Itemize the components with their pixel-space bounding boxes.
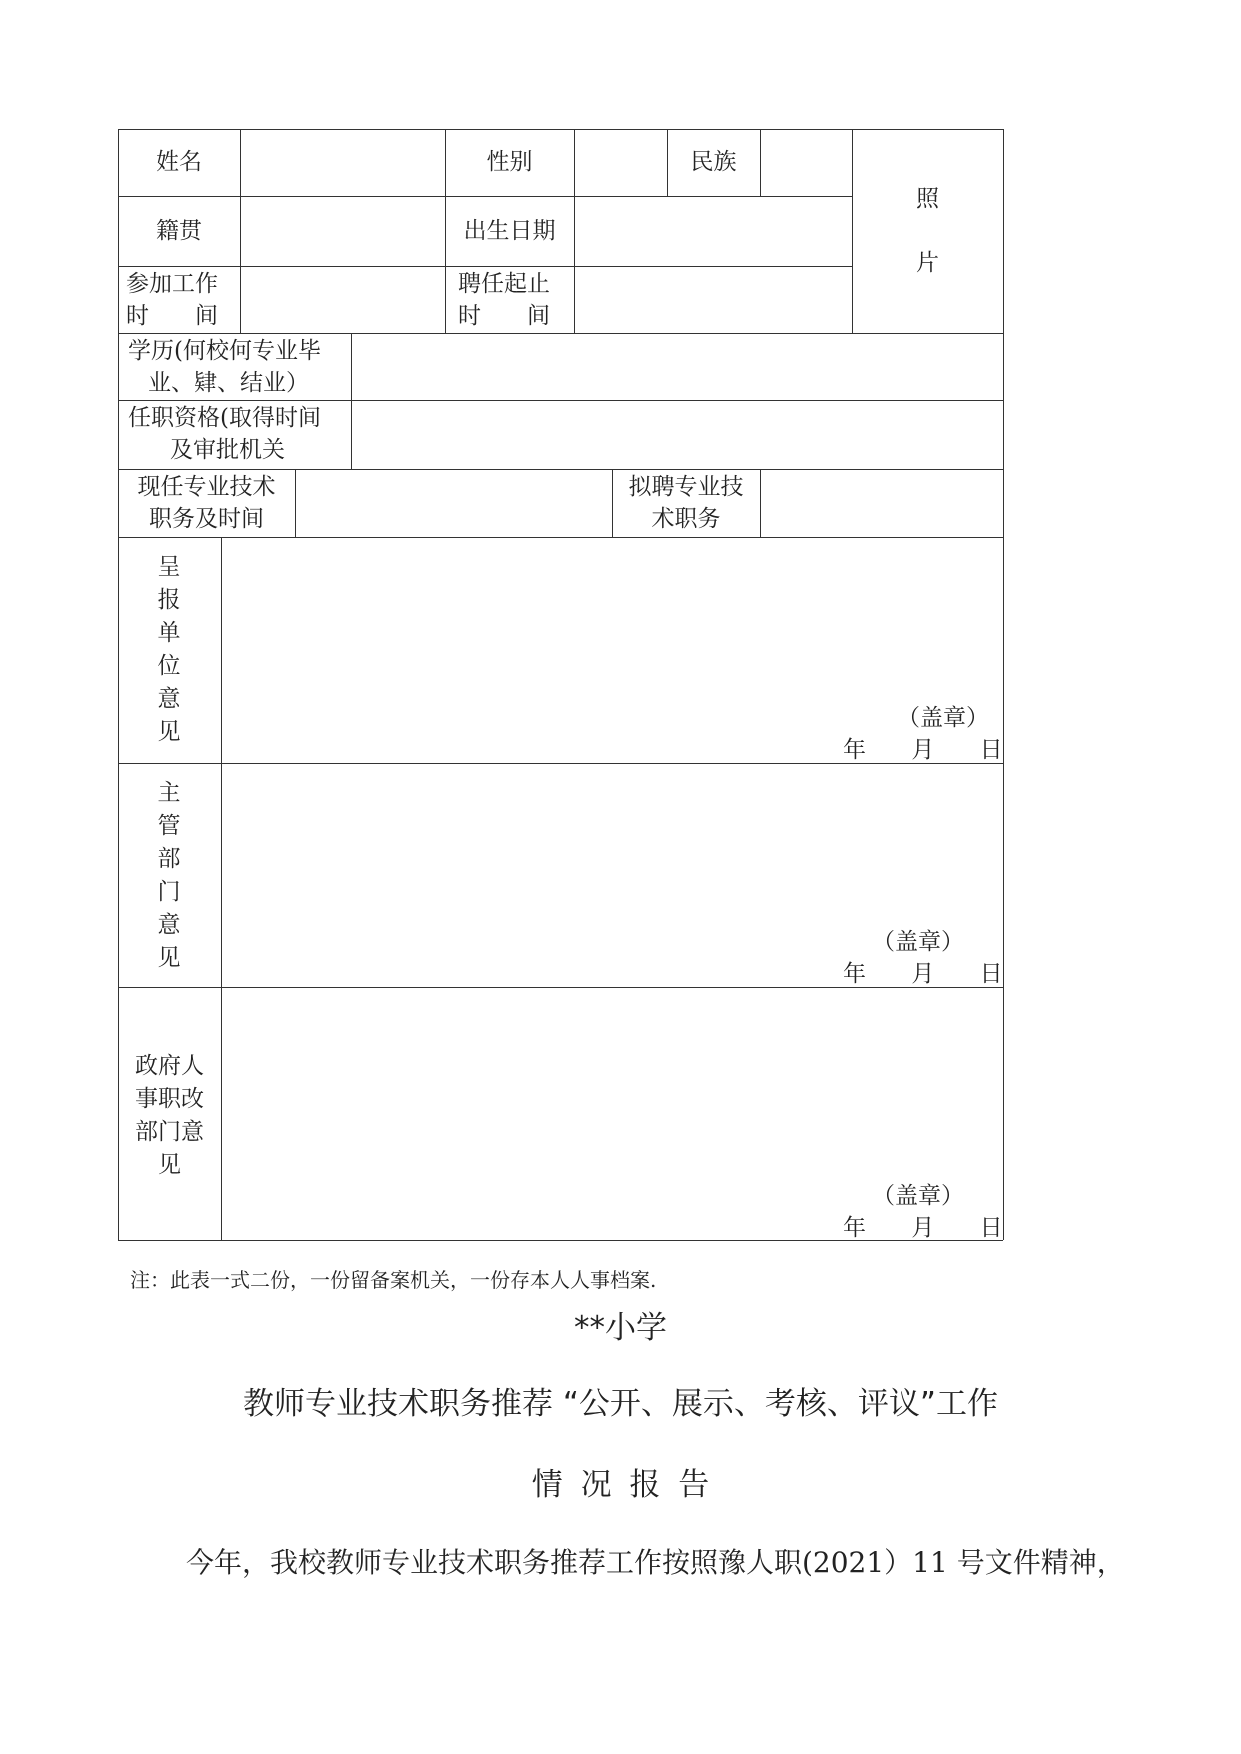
- native-place-label: 籍贯: [156, 218, 202, 244]
- proposed-title-line1: 拟聘专业技: [628, 474, 744, 500]
- gov-opinion-label: [118, 1050, 221, 1182]
- current-title-label: [118, 471, 295, 535]
- proposed-title-line2: 术职务: [651, 506, 721, 532]
- table-divider: [118, 333, 1003, 334]
- ethnicity-label: 民族: [690, 149, 737, 175]
- date-year: 年: [843, 961, 866, 987]
- table-divider-v: [295, 469, 296, 537]
- photo-char-1: 照: [916, 186, 939, 212]
- work-start-line1: 参加工作: [126, 271, 218, 297]
- work-start-label: [126, 268, 218, 332]
- table-border-top: [118, 129, 1003, 130]
- table-divider: [118, 469, 1003, 470]
- unit-opinion-char: 位: [157, 653, 181, 679]
- dept-date: [843, 955, 1003, 988]
- table-border-right: [1003, 129, 1004, 1240]
- unit-opinion-char: 报: [157, 587, 181, 613]
- table-divider-v: [574, 129, 575, 333]
- dept-opinion-char: 主: [157, 780, 181, 806]
- gender-label: 性别: [486, 149, 533, 175]
- table-divider-v: [351, 333, 352, 469]
- table-divider: [118, 537, 1003, 538]
- unit-opinion-char: 见: [157, 719, 181, 745]
- table-note: 注：此表一式二份，一份留备案机关，一份存本人人事档案.: [130, 1268, 657, 1292]
- qualification-line1: 任职资格(取得时间: [128, 405, 321, 431]
- gov-date: [843, 1209, 1003, 1242]
- gov-opinion-line: 见: [158, 1152, 181, 1178]
- dept-opinion-char: 部: [157, 846, 181, 872]
- date-month: 月: [911, 737, 935, 763]
- table-divider: [118, 266, 852, 267]
- qualification-label: [128, 402, 321, 466]
- date-day: 日: [979, 737, 1003, 763]
- current-title-line2: 职务及时间: [149, 506, 264, 532]
- education-label: [128, 335, 321, 399]
- date-day: 日: [979, 961, 1003, 987]
- appointment-line1: 聘任起止: [458, 271, 550, 297]
- unit-seal: （盖章）: [897, 705, 989, 731]
- dept-seal: （盖章）: [872, 929, 964, 955]
- table-divider-v: [240, 129, 241, 333]
- unit-opinion-char: 意: [157, 686, 181, 712]
- dept-opinion-label: [149, 777, 189, 975]
- table-divider: [118, 400, 1003, 401]
- gov-opinion-line: 部门意: [135, 1119, 204, 1145]
- appointment-line2: 时 间: [458, 303, 550, 329]
- date-year: 年: [843, 1215, 866, 1241]
- dept-opinion-char: 见: [157, 945, 181, 971]
- date-month: 月: [911, 961, 935, 987]
- dept-opinion-char: 意: [157, 912, 181, 938]
- date-year: 年: [843, 737, 866, 763]
- table-divider: [118, 196, 852, 197]
- gov-seal: （盖章）: [872, 1183, 964, 1209]
- appointment-period-label: [458, 268, 550, 332]
- photo-char-2: 片: [916, 250, 939, 276]
- proposed-title-label: [612, 471, 760, 535]
- dept-opinion-char: 门: [157, 879, 181, 905]
- gov-opinion-line: 政府人: [135, 1053, 204, 1079]
- unit-opinion-char: 单: [157, 620, 181, 646]
- work-start-line2: 时 间: [126, 303, 218, 329]
- report-subtitle: 情 况 报 告: [531, 1467, 710, 1503]
- date-day: 日: [979, 1215, 1003, 1241]
- education-line1: 学历(何校何专业毕: [128, 338, 321, 364]
- date-month: 月: [911, 1215, 935, 1241]
- qualification-line2: 及审批机关: [170, 437, 285, 463]
- gov-opinion-line: 事职改: [135, 1086, 204, 1112]
- education-line2: 业、肄、结业）: [148, 370, 309, 396]
- current-title-line1: 现任专业技术: [137, 474, 276, 500]
- dept-opinion-char: 管: [157, 813, 181, 839]
- school-name: **小学: [574, 1310, 667, 1346]
- table-divider-v: [760, 129, 761, 196]
- unit-opinion-label: [149, 551, 189, 749]
- birth-date-label: 出生日期: [463, 218, 556, 244]
- report-title: 教师专业技术职务推荐 “公开、展示、考核、评议”工作: [243, 1386, 998, 1422]
- photo-label: [852, 183, 1003, 279]
- unit-date: [843, 731, 1003, 764]
- table-divider-v: [221, 537, 222, 1240]
- table-divider-v: [760, 469, 761, 537]
- name-label: 姓名: [156, 149, 202, 175]
- report-paragraph: 今年，我校教师专业技术职务推荐工作按照豫人职(2021）11 号文件精神，: [186, 1546, 1125, 1579]
- unit-opinion-char: 呈: [157, 554, 181, 580]
